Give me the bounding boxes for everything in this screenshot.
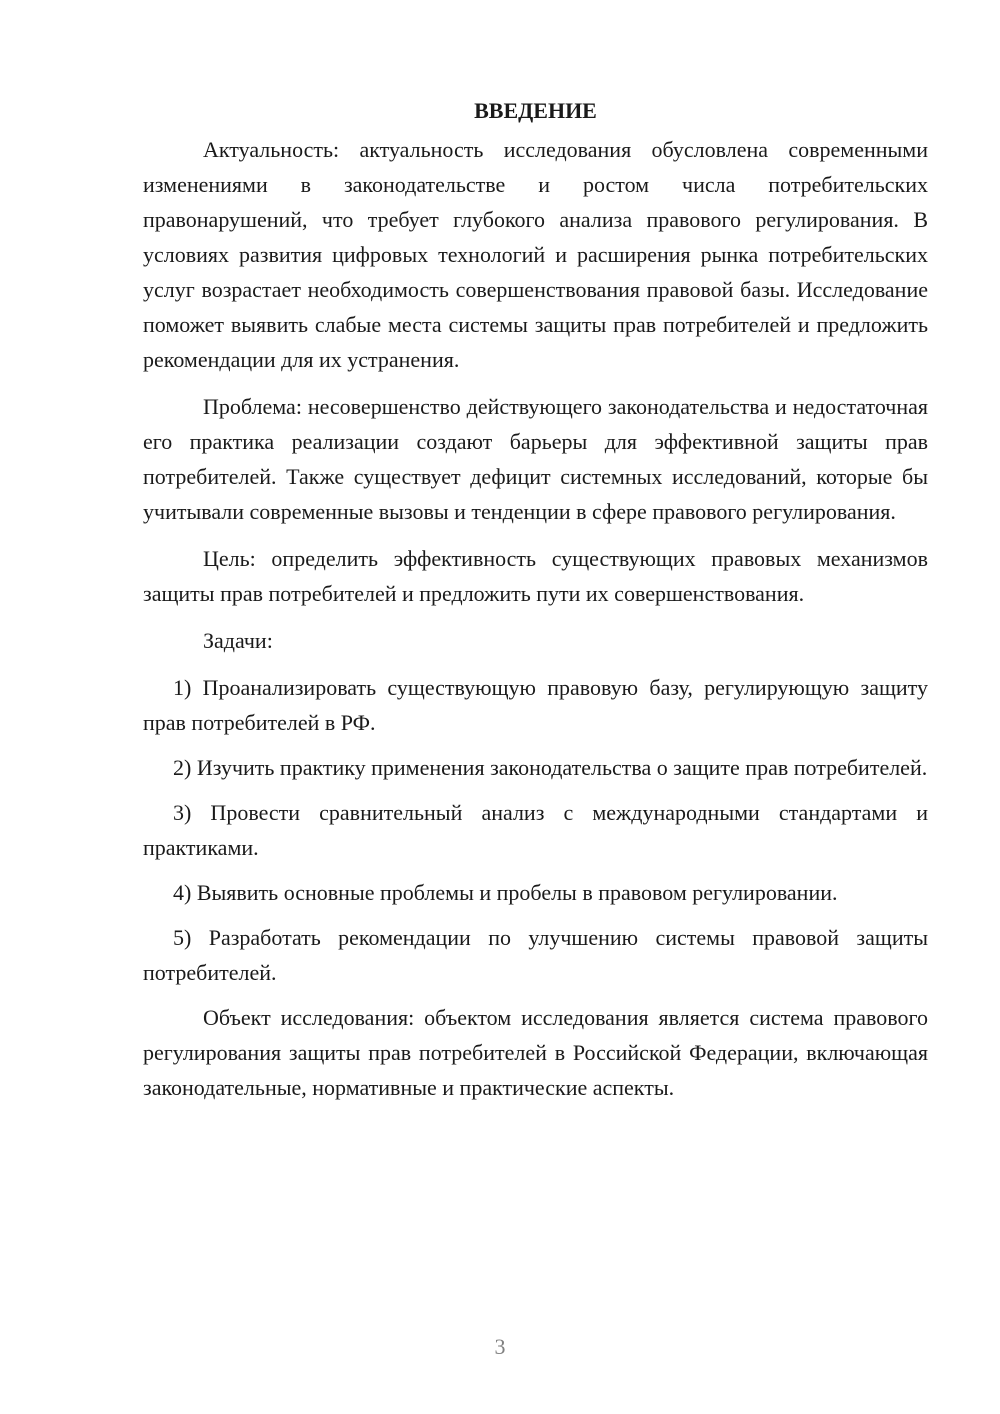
tasks-label: Задачи: bbox=[203, 628, 273, 653]
problem-paragraph: Проблема: несовершенство действующего законодательства и недостаточная его практика реализации создают барьеры для эффективной защиты прав потребителей. Также существует дефицит системных исследований, которые бы учитывали современные вызовы и тенденции в сфере правового регулирования. bbox=[143, 394, 928, 524]
goal-paragraph: Цель: определить эффективность существующих правовых механизмов защиты прав потребителей и предложить пути их совершенствования. bbox=[143, 546, 928, 606]
task-item-1: 1) Проанализировать существующую правовую базу, регулирующую защиту прав потребителей в РФ. bbox=[143, 675, 928, 735]
section-heading: ВВЕДЕНИЕ bbox=[474, 98, 597, 123]
task-item-5: 5) Разработать рекомендации по улучшению системы правовой защиты потребителей. bbox=[143, 925, 928, 985]
page-number: 3 bbox=[494, 1334, 506, 1359]
relevance-paragraph: Актуальность: актуальность исследования обусловлена современными изменениями в законодательстве и ростом числа потребительских правонарушений, что требует глубокого анализа правового регулирования. В условиях развития цифровых технологий и расширения рынка потребительских услуг возрастает необходимость совершенствования правовой базы. Исследование поможет выявить слабые места системы защиты прав потребителей и предложить рекомендации для их устранения. bbox=[143, 137, 928, 372]
task-item-4: 4) Выявить основные проблемы и пробелы в правовом регулировании. bbox=[173, 880, 838, 905]
tasks-list bbox=[143, 670, 928, 990]
task-item-2: 2) Изучить практику применения законодательства о защите прав потребителей. bbox=[173, 755, 928, 780]
object-paragraph: Объект исследования: объектом исследования является система правового регулирования защиты прав потребителей в Российской Федерации, включающая законодательные, нормативные и практические аспекты. bbox=[143, 1005, 928, 1100]
task-item-3: 3) Провести сравнительный анализ с международными стандартами и практиками. bbox=[143, 800, 928, 860]
page-content bbox=[143, 96, 928, 1117]
